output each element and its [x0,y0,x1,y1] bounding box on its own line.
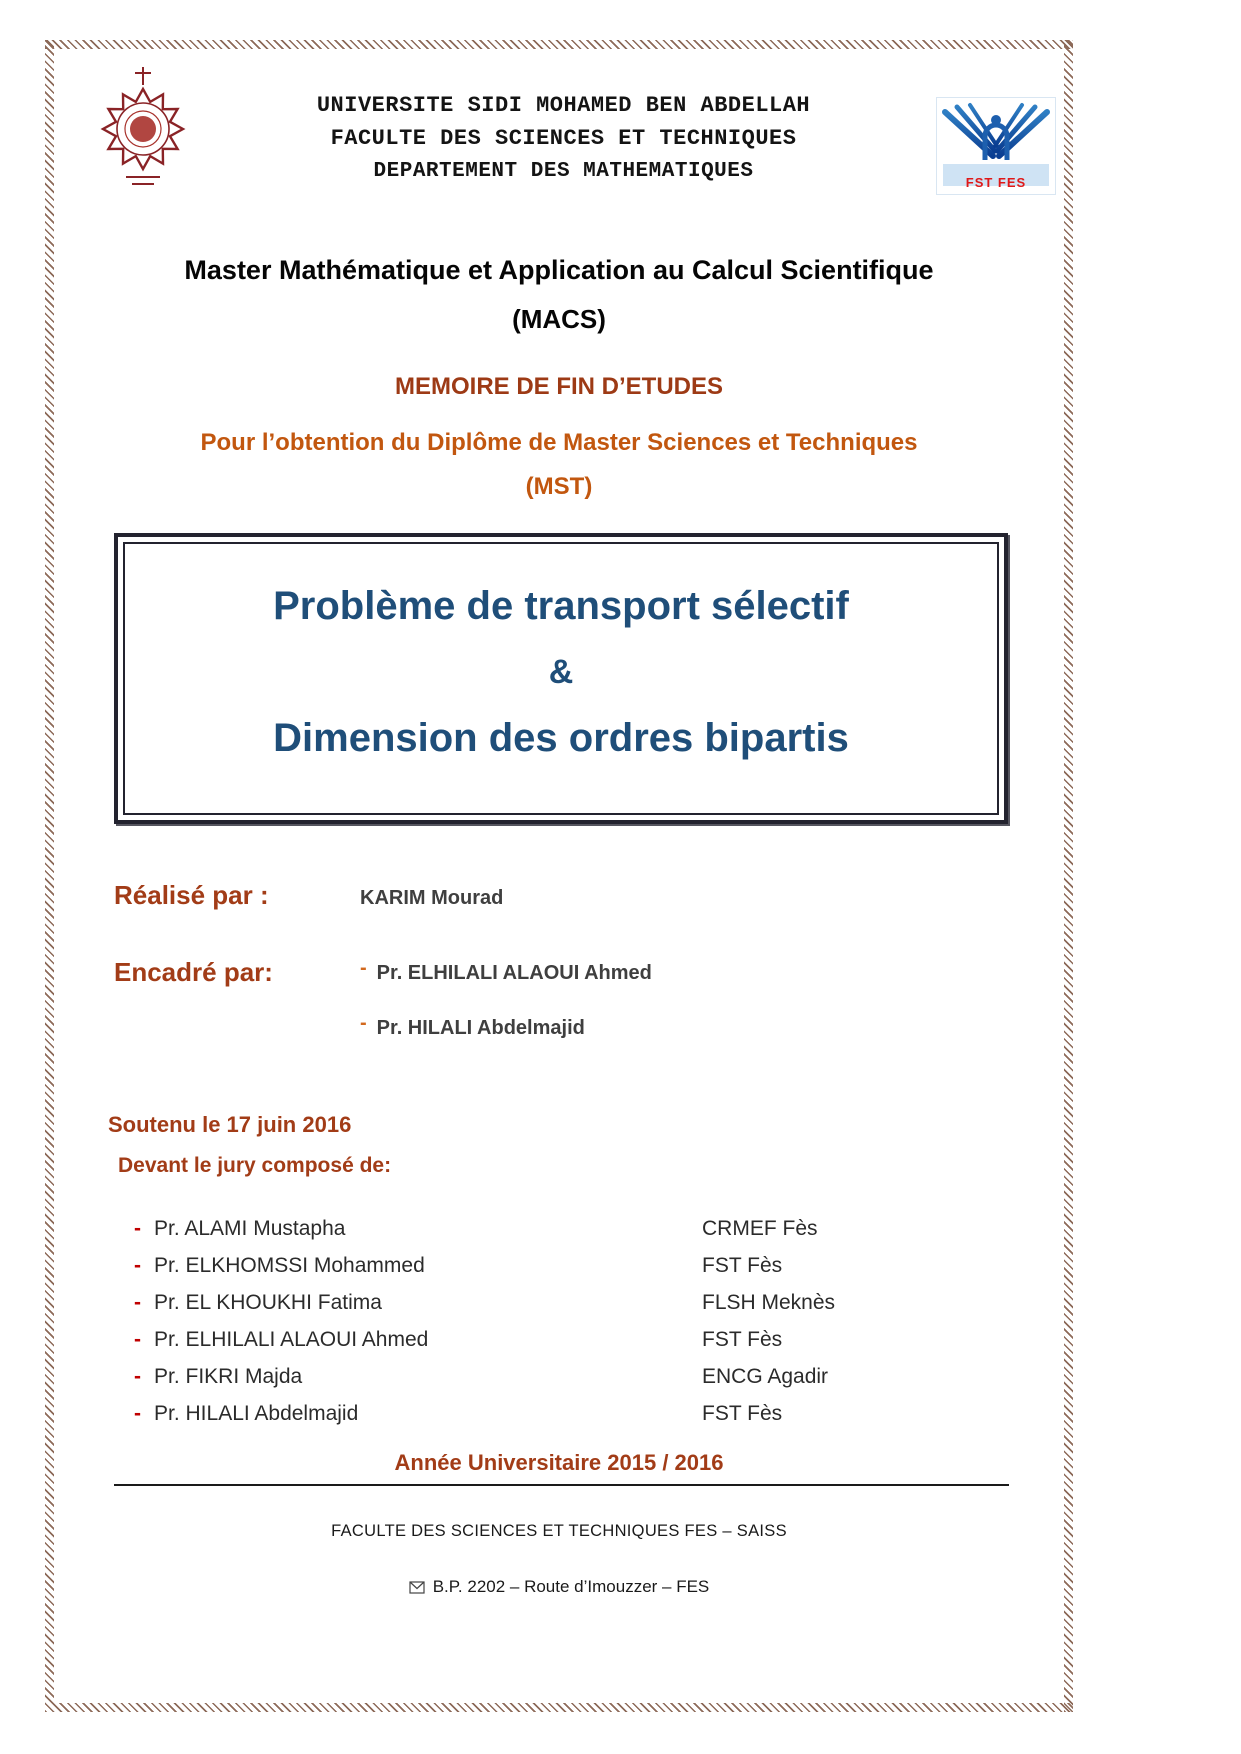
advisors-list [360,957,652,1040]
university-seal-icon [96,65,191,193]
jury-member-affiliation: FST Fès [702,1402,783,1425]
fst-fes-logo-icon [936,97,1056,195]
jury-list [108,1210,1064,1432]
decorative-border-left [45,40,54,1712]
thesis-title-line2: Dimension des ordres bipartis [273,716,849,760]
header [54,49,1064,195]
jury-dash: - [134,1402,141,1425]
jury-member-name: Pr. FIKRI Majda [154,1365,303,1388]
realise-row [114,880,1064,911]
memoire-line: MEMOIRE DE FIN D’ETUDES [394,373,724,400]
thesis-title-ampersand: & [548,653,574,691]
advisor-item [360,957,652,985]
jury-member-affiliation: FST Fès [702,1254,783,1277]
jury-row [108,1321,1064,1358]
thesis-title-line1: Problème de transport sélectif [273,584,849,628]
page-content [54,49,1064,1703]
defense-date: Soutenu le 17 juin 2016 [108,1112,352,1137]
jury-member-name: Pr. EL KHOUKHI Fatima [154,1291,382,1314]
jury-member-name: Pr. ALAMI Mustapha [154,1217,346,1240]
encadre-row [114,957,1064,1040]
academic-year: Année Universitaire 2015 / 2016 [394,1450,724,1475]
purpose-line: Pour l’obtention du Diplôme de Master Sciences et Techniques [200,429,918,456]
faculty-name: FACULTE DES SCIENCES ET TECHNIQUES [330,126,797,151]
jury-row [108,1210,1064,1247]
decorative-border-bottom [45,1703,1073,1712]
jury-member-name: Pr. ELKHOMSSI Mohammed [154,1254,425,1277]
footer-faculty: FACULTE DES SCIENCES ET TECHNIQUES FES – SAISS [331,1522,787,1540]
jury-member-name: Pr. HILALI Abdelmajid [154,1402,359,1425]
jury-row [108,1395,1064,1432]
advisor-item [360,1012,652,1040]
jury-dash: - [134,1217,141,1240]
advisor-dash: - [360,957,367,979]
realise-label: Réalisé par : [114,880,269,910]
advisor-dash: - [360,1012,367,1034]
jury-member-affiliation: FLSH Meknès [702,1291,836,1314]
jury-dash: - [134,1328,141,1351]
footer-address [54,1577,1064,1597]
author-name: KARIM Mourad [360,887,504,909]
master-title: Master Mathématique et Application au Calcul Scientifique [184,255,934,285]
decorative-border-top [45,40,1073,49]
decorative-border-right [1064,40,1073,1712]
envelope-icon [409,1581,425,1594]
jury-intro: Devant le jury composé de: [118,1154,392,1177]
jury-dash: - [134,1291,141,1314]
thesis-title-box-inner [123,542,999,815]
footer-divider [114,1484,1009,1486]
jury-member-affiliation: ENCG Agadir [702,1365,829,1388]
university-name: UNIVERSITE SIDI MOHAMED BEN ABDELLAH [316,93,811,118]
jury-member-affiliation: FST Fès [702,1328,783,1351]
program-block [54,255,1064,501]
jury-row [108,1284,1064,1321]
master-acronym: (MACS) [512,304,606,334]
jury-dash: - [134,1365,141,1388]
department-name: DEPARTEMENT DES MATHEMATIQUES [373,160,754,183]
encadre-label: Encadré par: [114,957,273,987]
thesis-title-box [114,533,1008,824]
jury-row [108,1358,1064,1395]
advisor-name: Pr. HILALI Abdelmajid [376,1017,585,1039]
jury-member-name: Pr. ELHILALI ALAOUI Ahmed [154,1328,429,1351]
footer-address-text: B.P. 2202 – Route d’Imouzzer – FES [432,1577,710,1596]
jury-dash: - [134,1254,141,1277]
jury-row [108,1247,1064,1284]
jury-member-affiliation: CRMEF Fès [702,1217,818,1240]
credits-section [54,880,1064,1040]
defense-section [54,1112,1064,1432]
purpose-acronym: (MST) [525,473,593,500]
advisor-name: Pr. ELHILALI ALAOUI Ahmed [376,962,652,984]
header-text [209,65,918,188]
fst-fes-logo-caption: FST FES [965,175,1027,190]
